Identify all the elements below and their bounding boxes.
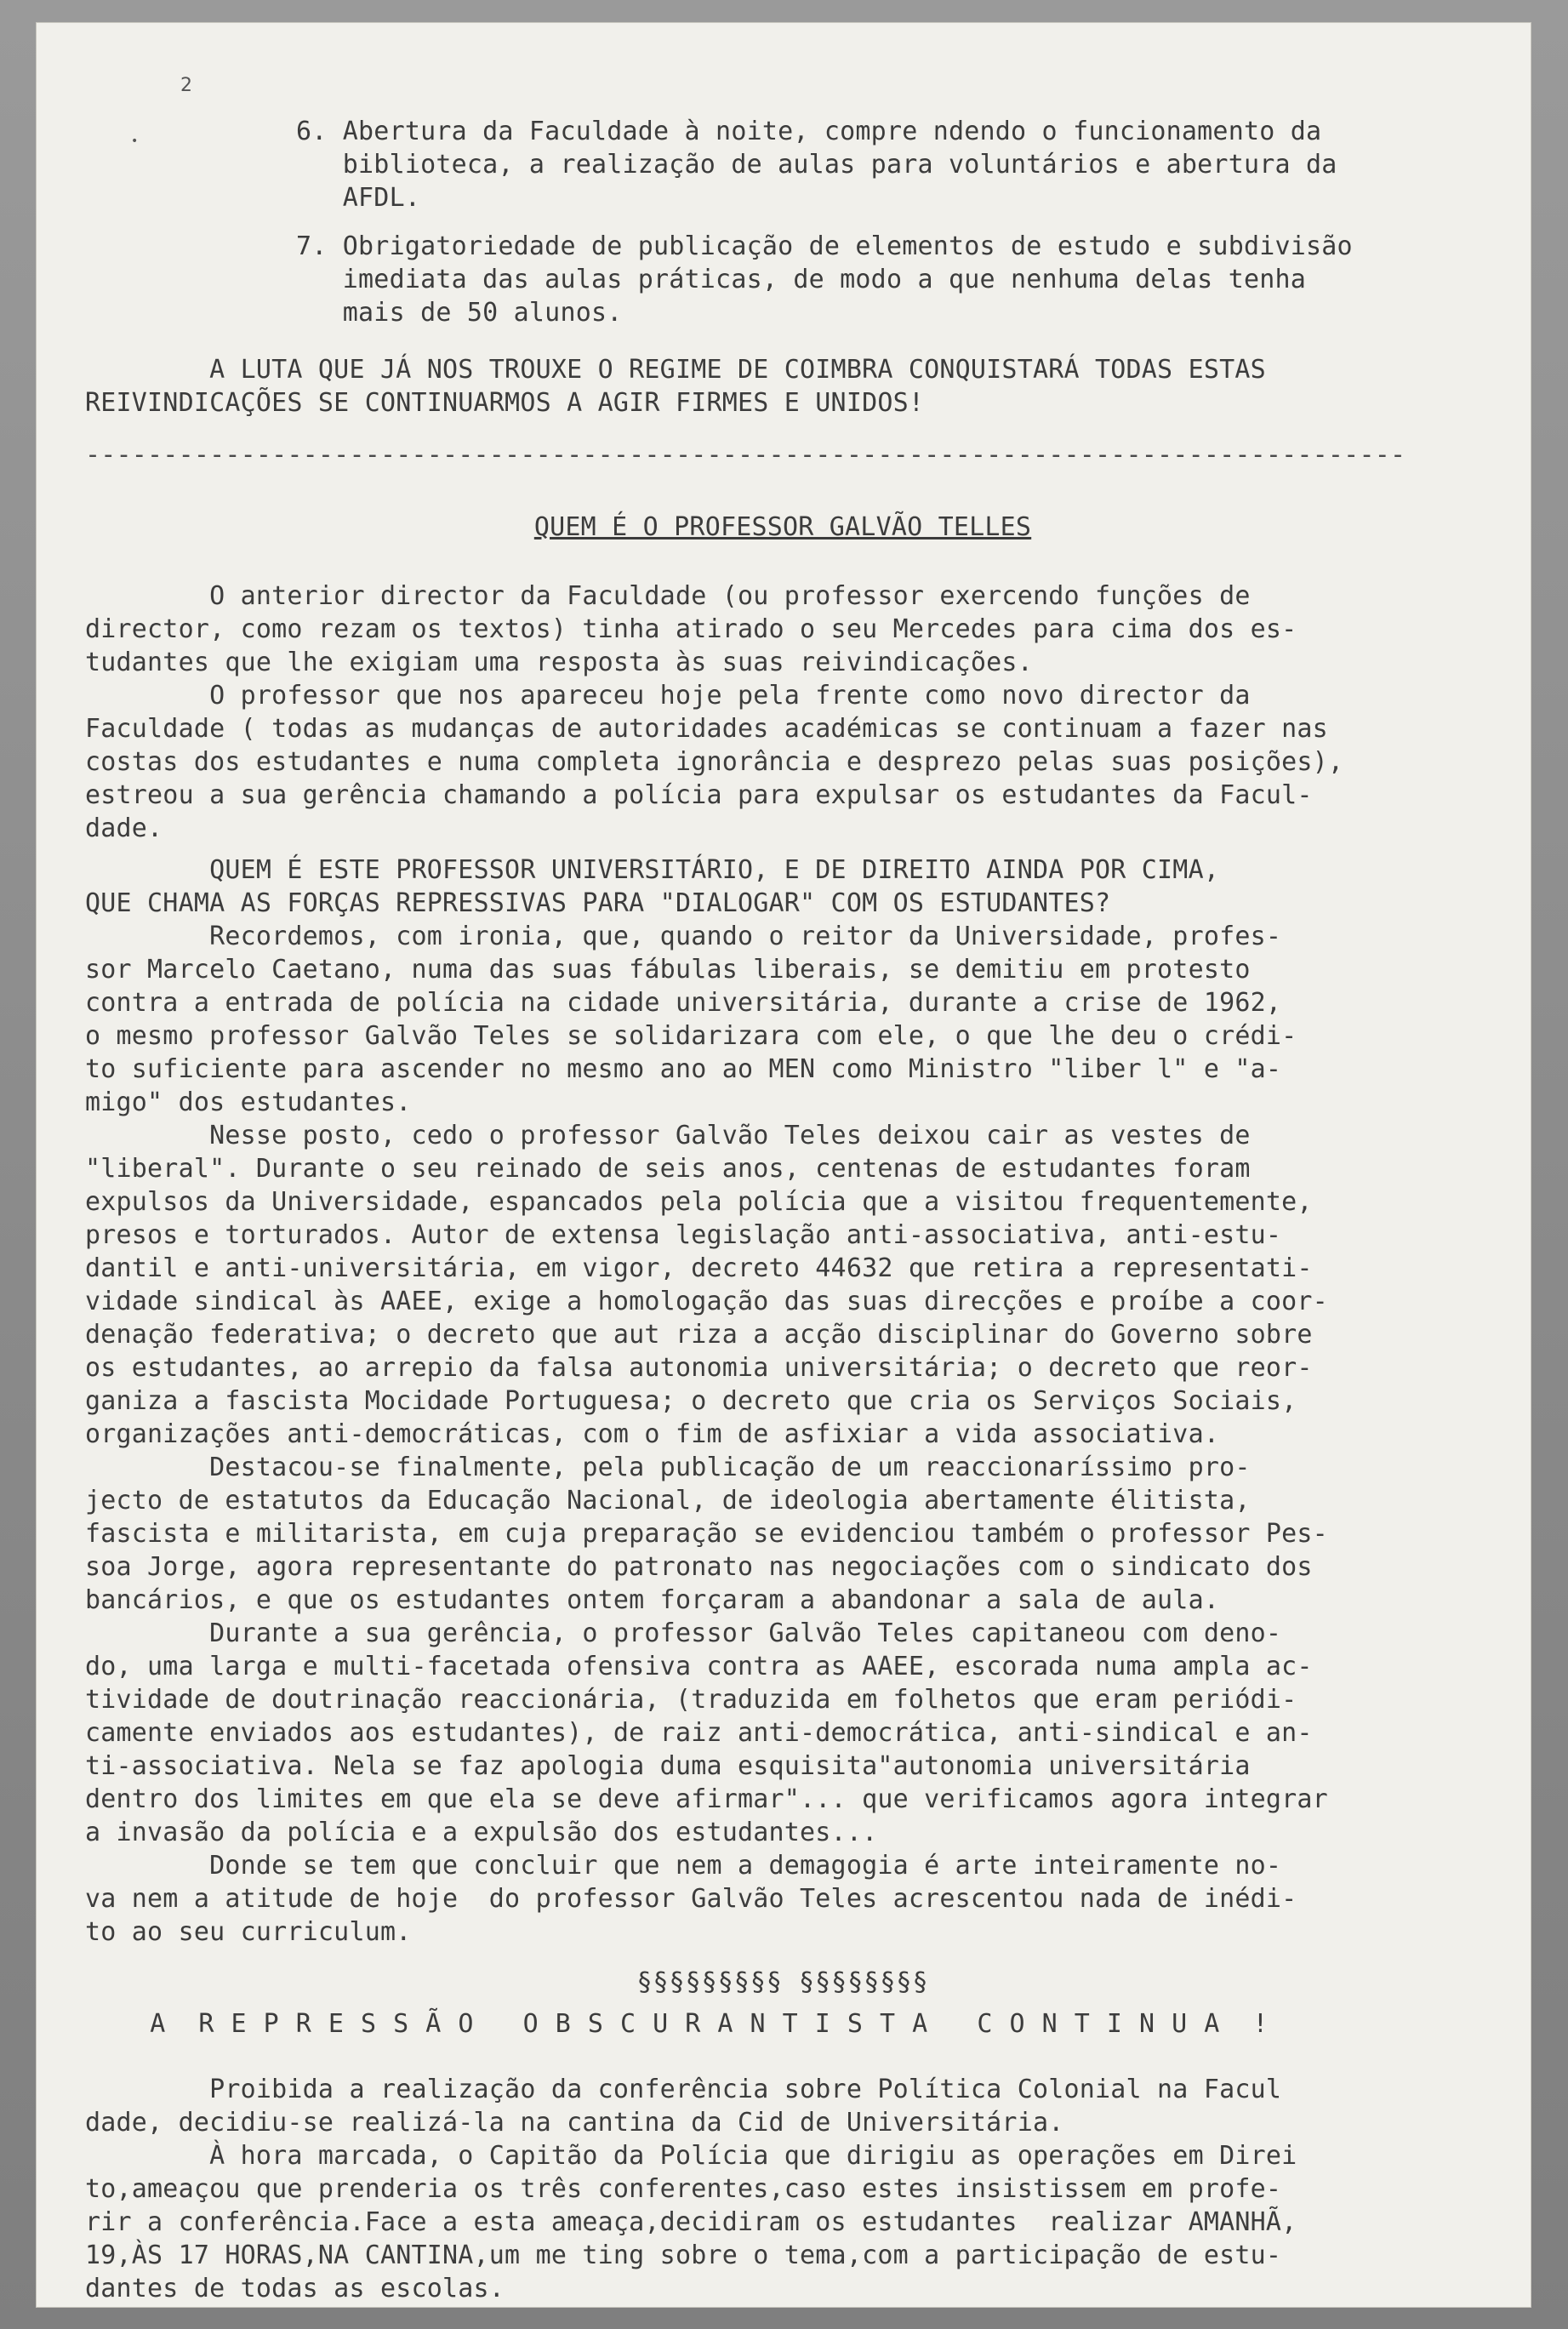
paragraph-line: Proibida a realização da conferência sobre Política Colonial na Facul: [85, 2075, 1282, 2104]
paragraph-line: sor Marcelo Caetano, numa das suas fábulas liberais, se demitiu em protesto: [85, 955, 1251, 985]
slogan-line: A LUTA QUE JÁ NOS TROUXE O REGIME DE COIMBRA CONQUISTARÁ TODAS ESTAS: [85, 355, 1266, 385]
paragraph-line: ganiza a fascista Mocidade Portuguesa; o decreto que cria os Serviços Sociais,: [85, 1386, 1297, 1416]
paragraph-line: Durante a sua gerência, o professor Galvão Teles capitaneou com deno-: [85, 1618, 1282, 1648]
page-number-mark: 2: [180, 75, 192, 96]
paragraph-line: to suficiente para ascender no mesmo ano ao MEN como Ministro "liber l" e "a-: [85, 1054, 1282, 1084]
paragraph-line: os estudantes, ao arrepio da falsa autonomia universitária; o decreto que reor-: [85, 1353, 1313, 1383]
section1-paragraphs-b: [85, 920, 1480, 1949]
paragraph-block: [85, 1849, 1480, 1949]
slogan-line: REIVINDICAÇÕES SE CONTINUARMOS A AGIR FIRMES E UNIDOS!: [85, 388, 925, 418]
paragraph-line: vidade sindical às AAEE, exige a homologação das suas direcções e proíbe a coor-: [85, 1287, 1328, 1316]
paragraph-block: [85, 679, 1480, 845]
paragraph-line: do, uma larga e multi-facetada ofensiva contra as AAEE, escorada numa ampla ac-: [85, 1652, 1313, 1681]
paragraph-line: soa Jorge, agora representante do patronato nas negociações com o sindicato dos: [85, 1552, 1313, 1582]
paragraph-block: [85, 2139, 1480, 2305]
demand-item-line: mais de 50 alunos.: [296, 298, 623, 328]
paragraph-line: presos e torturados. Autor de extensa legislação anti-associativa, anti-estu-: [85, 1220, 1282, 1250]
paragraph-line: tividade de doutrinação reaccionária, (traduzida em folhetos que eram periódi-: [85, 1685, 1297, 1715]
paragraph-line: va nem a atitude de hoje do professor Galvão Teles acrescentou nada de inédi-: [85, 1884, 1297, 1914]
paragraph-line: "liberal". Durante o seu reinado de seis anos, centenas de estudantes foram: [85, 1154, 1251, 1184]
paragraph-block: [85, 2073, 1480, 2139]
question-line: QUEM É ESTE PROFESSOR UNIVERSITÁRIO, E DE DIREITO AINDA POR CIMA,: [85, 855, 1220, 885]
paragraph-line: estreou a sua gerência chamando a polícia para expulsar os estudantes da Facul-: [85, 780, 1313, 810]
paragraph-line: director, como rezam os textos) tinha atirado o seu Mercedes para cima dos es-: [85, 614, 1297, 644]
paragraph-line: expulsos da Universidade, espancados pela polícia que a visitou frequentemente,: [85, 1187, 1313, 1217]
demand-item-line: 6. Abertura da Faculdade à noite, compre ndendo o funcionamento da: [296, 117, 1322, 146]
paragraph-line: camente enviados aos estudantes), de raiz anti-democrática, anti-sindical e an-: [85, 1718, 1313, 1748]
demand-item-block: [296, 230, 1480, 329]
paragraph-line: denação federativa; o decreto que aut riza a acção disciplinar do Governo sobre: [85, 1320, 1313, 1350]
paragraph-line: jecto de estatutos da Educação Nacional, de ideologia abertamente élitista,: [85, 1486, 1251, 1516]
section1-paragraphs-a: [85, 579, 1480, 845]
paragraph-line: dantil e anti-universitária, em vigor, decreto 44632 que retira a representati-: [85, 1253, 1313, 1283]
ornament-divider: §§§§§§§§§ §§§§§§§§: [636, 1967, 929, 1997]
demand-item-block: [296, 115, 1480, 214]
paragraph-line: dade.: [85, 813, 163, 843]
ink-speck: •: [131, 134, 139, 148]
paragraph-line: tudantes que lhe exigiam uma resposta às suas reivindicações.: [85, 648, 1033, 677]
demands-list: [85, 115, 1480, 329]
demand-item-line: AFDL.: [296, 183, 421, 213]
paragraph-line: Destacou-se finalmente, pela publicação de um reaccionaríssimo pro-: [85, 1453, 1251, 1482]
paragraph-line: O professor que nos apareceu hoje pela frente como novo director da: [85, 681, 1251, 711]
paragraph-line: O anterior director da Faculdade (ou professor exercendo funções de: [85, 581, 1251, 611]
paragraph-line: 19,ÀS 17 HORAS,NA CANTINA,um me ting sobre o tema,com a participação de estu-: [85, 2241, 1282, 2270]
paragraph-line: organizações anti-democráticas, com o fim de asfixiar a vida associativa.: [85, 1419, 1220, 1449]
paragraph-line: Donde se tem que concluir que nem a demagogia é arte inteiramente no-: [85, 1851, 1282, 1881]
paragraph-line: rir a conferência.Face a esta ameaça,decidiram os estudantes realizar AMANHÃ,: [85, 2207, 1297, 2237]
paragraph-block: [85, 1451, 1480, 1617]
section-title-repressao: A R E P R E S S Ã O O B S C U R A N T I S T A C O N T I N U A !: [85, 2009, 1269, 2039]
paragraph-line: migo" dos estudantes.: [85, 1087, 412, 1117]
paragraph-block: [85, 1119, 1480, 1451]
paragraph-line: o mesmo professor Galvão Teles se solidarizara com ele, o que lhe deu o crédi-: [85, 1021, 1297, 1051]
section1-question: [85, 853, 1480, 920]
paragraph-line: Recordemos, com ironia, que, quando o reitor da Universidade, profes-: [85, 922, 1282, 951]
paragraph-line: contra a entrada de polícia na cidade universitária, durante a crise de 1962,: [85, 988, 1282, 1018]
paragraph-line: dentro dos limites em que ela se deve afirmar"... que verificamos agora integrar: [85, 1784, 1328, 1814]
paragraph-line: fascista e militarista, em cuja preparação se evidenciou também o professor Pes-: [85, 1519, 1328, 1549]
paragraph-block: [85, 920, 1480, 1119]
demand-item-line: 7. Obrigatoriedade de publicação de elementos de estudo e subdivisão: [296, 231, 1353, 261]
paragraph-line: ti-associativa. Nela se faz apologia duma esquisita"autonomia universitária: [85, 1751, 1251, 1781]
paragraph-line: bancários, e que os estudantes ontem forçaram a abandonar a sala de aula.: [85, 1585, 1220, 1615]
paragraph-line: Nesse posto, cedo o professor Galvão Teles deixou cair as vestes de: [85, 1121, 1251, 1150]
paragraph-line: dantes de todas as escolas.: [85, 2274, 505, 2303]
paragraph-line: Faculdade ( todas as mudanças de autoridades académicas se continuam a fazer nas: [85, 714, 1328, 744]
paragraph-line: a invasão da polícia e a expulsão dos estudantes...: [85, 1818, 878, 1847]
paragraph-line: costas dos estudantes e numa completa ignorância e desprezo pelas suas posições),: [85, 747, 1344, 777]
question-line: QUE CHAMA AS FORÇAS REPRESSIVAS PARA "DIALOGAR" COM OS ESTUDANTES?: [85, 888, 1111, 918]
paragraph-line: dade, decidiu-se realizá-la na cantina da Cid de Universitária.: [85, 2108, 1064, 2138]
paragraph-line: to,ameaçou que prenderia os três conferentes,caso estes insistissem em profe-: [85, 2174, 1282, 2204]
paragraph-line: À hora marcada, o Capitão da Polícia que dirigiu as operações em Direi: [85, 2141, 1297, 2171]
separator-line: -------------------------------------------------------------------------------------: [85, 440, 1406, 470]
demand-item-line: biblioteca, a realização de aulas para voluntários e abertura da: [296, 150, 1337, 180]
demand-item-line: imediata das aulas práticas, de modo a que nenhuma delas tenha: [296, 265, 1306, 294]
slogan: [85, 353, 1480, 420]
paragraph-line: to ao seu curriculum.: [85, 1917, 412, 1947]
section2-paragraphs: [85, 2073, 1480, 2305]
paragraph-block: [85, 1617, 1480, 1849]
section-title-galvao-telles: QUEM É O PROFESSOR GALVÃO TELLES: [533, 512, 1032, 542]
document-body: [85, 115, 1480, 2305]
paragraph-block: [85, 579, 1480, 679]
